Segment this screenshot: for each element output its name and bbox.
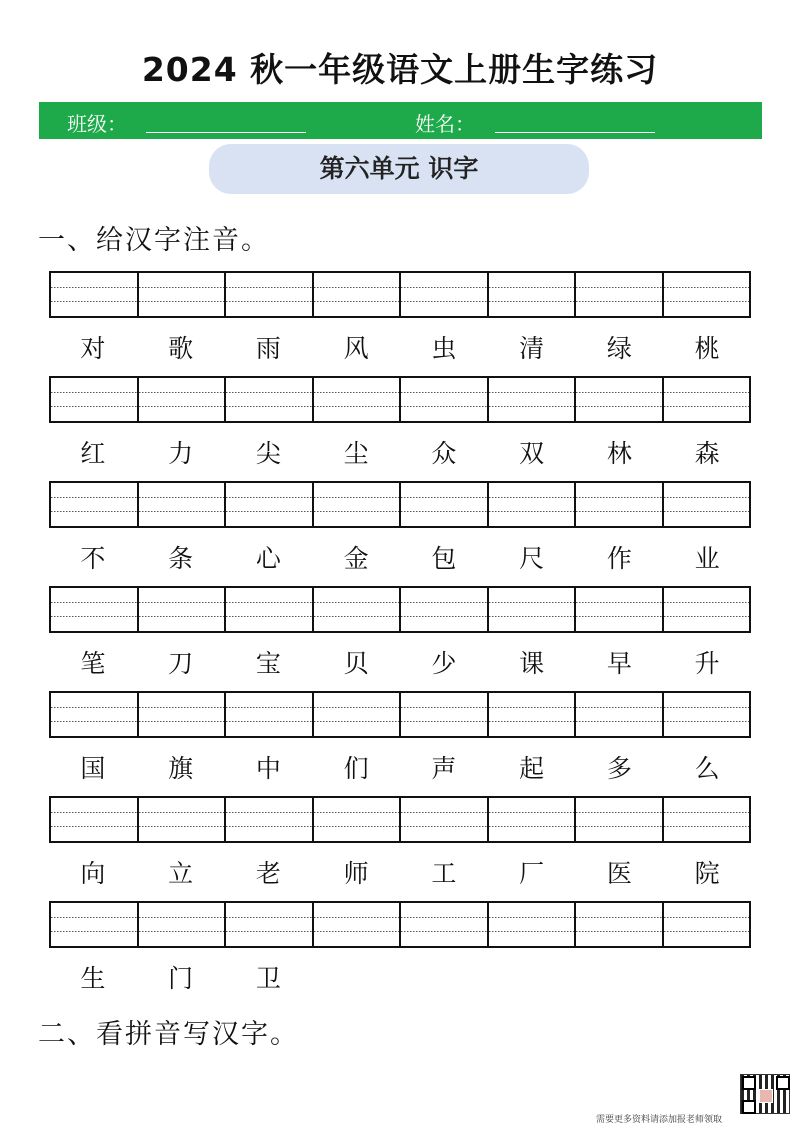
pinyin-cell[interactable] bbox=[226, 693, 314, 736]
hanzi-character: 力 bbox=[168, 439, 194, 468]
pinyin-cell[interactable] bbox=[314, 483, 402, 526]
pinyin-cell[interactable] bbox=[226, 588, 314, 631]
hanzi-character: 金 bbox=[343, 544, 369, 573]
pinyin-cell[interactable] bbox=[576, 273, 664, 316]
pinyin-cell[interactable] bbox=[664, 273, 752, 316]
hanzi-character: 包 bbox=[431, 544, 457, 573]
pinyin-cell[interactable] bbox=[489, 588, 577, 631]
pinyin-cell[interactable] bbox=[51, 378, 139, 421]
hanzi-character: 们 bbox=[343, 754, 369, 783]
pinyin-cell[interactable] bbox=[401, 273, 489, 316]
hanzi-character: 风 bbox=[343, 334, 369, 363]
pinyin-cell[interactable] bbox=[314, 273, 402, 316]
pinyin-cell[interactable] bbox=[51, 588, 139, 631]
character-row bbox=[49, 541, 751, 577]
pinyin-cell[interactable] bbox=[139, 483, 227, 526]
pinyin-grid bbox=[49, 271, 751, 318]
pinyin-cell[interactable] bbox=[664, 483, 752, 526]
hanzi-character: 升 bbox=[694, 649, 720, 678]
hanzi-character: 多 bbox=[606, 754, 632, 783]
character-row bbox=[49, 856, 751, 892]
hanzi-character: 师 bbox=[343, 859, 369, 888]
pinyin-grid bbox=[49, 586, 751, 633]
hanzi-character: 作 bbox=[606, 544, 632, 573]
hanzi-character: 条 bbox=[168, 544, 194, 573]
pinyin-cell[interactable] bbox=[226, 483, 314, 526]
hanzi-character: 国 bbox=[80, 754, 106, 783]
pinyin-cell[interactable] bbox=[489, 378, 577, 421]
info-banner bbox=[39, 102, 762, 139]
hanzi-character: 清 bbox=[519, 334, 545, 363]
page-title: 2024 秋一年级语文上册生字练习 bbox=[141, 50, 659, 89]
character-row bbox=[49, 646, 751, 682]
hanzi-character: 门 bbox=[168, 964, 194, 993]
pinyin-cell[interactable] bbox=[401, 588, 489, 631]
hanzi-character: 么 bbox=[694, 754, 720, 783]
pinyin-cell[interactable] bbox=[139, 693, 227, 736]
hanzi-character: 雨 bbox=[255, 334, 281, 363]
pinyin-cell[interactable] bbox=[139, 903, 227, 946]
hanzi-character: 院 bbox=[694, 859, 720, 888]
character-row bbox=[49, 436, 751, 472]
pinyin-cell[interactable] bbox=[489, 273, 577, 316]
hanzi-character: 尺 bbox=[519, 544, 545, 573]
pinyin-cell[interactable] bbox=[489, 483, 577, 526]
hanzi-character: 不 bbox=[80, 544, 106, 573]
character-row bbox=[49, 331, 751, 367]
pinyin-cell[interactable] bbox=[51, 273, 139, 316]
hanzi-character: 向 bbox=[80, 859, 106, 888]
hanzi-character: 医 bbox=[606, 859, 632, 888]
pinyin-cell[interactable] bbox=[314, 588, 402, 631]
name-label: 姓名： bbox=[415, 112, 475, 136]
pinyin-cell[interactable] bbox=[576, 798, 664, 841]
pinyin-grid bbox=[49, 481, 751, 528]
hanzi-character: 生 bbox=[80, 964, 106, 993]
pinyin-cell[interactable] bbox=[489, 693, 577, 736]
pinyin-grid bbox=[49, 796, 751, 843]
hanzi-character: 笔 bbox=[80, 649, 106, 678]
hanzi-character: 卫 bbox=[255, 964, 281, 993]
character-row bbox=[49, 751, 751, 787]
section-2-heading: 二、看拼音写汉字。 bbox=[38, 1019, 299, 1050]
hanzi-character: 工 bbox=[431, 859, 457, 888]
pinyin-cell[interactable] bbox=[576, 693, 664, 736]
unit-title: 第六单元 识字 bbox=[209, 144, 589, 194]
hanzi-character: 桃 bbox=[694, 334, 720, 363]
hanzi-character: 中 bbox=[255, 754, 281, 783]
pinyin-cell[interactable] bbox=[664, 693, 752, 736]
pinyin-cell[interactable] bbox=[226, 378, 314, 421]
hanzi-character: 双 bbox=[519, 439, 545, 468]
pinyin-grid bbox=[49, 376, 751, 423]
pinyin-cell[interactable] bbox=[139, 378, 227, 421]
hanzi-character: 尖 bbox=[255, 439, 281, 468]
hanzi-character: 贝 bbox=[343, 649, 369, 678]
qr-code-icon bbox=[740, 1074, 790, 1114]
pinyin-cell[interactable] bbox=[226, 798, 314, 841]
hanzi-character: 红 bbox=[80, 439, 106, 468]
pinyin-cell[interactable] bbox=[576, 378, 664, 421]
pinyin-cell[interactable] bbox=[51, 903, 139, 946]
name-blank[interactable] bbox=[495, 132, 655, 133]
pinyin-cell[interactable] bbox=[401, 798, 489, 841]
hanzi-character: 起 bbox=[519, 754, 545, 783]
hanzi-character: 尘 bbox=[343, 439, 369, 468]
pinyin-grid bbox=[49, 901, 751, 948]
hanzi-character: 声 bbox=[431, 754, 457, 783]
pinyin-cell[interactable] bbox=[314, 378, 402, 421]
pinyin-cell[interactable] bbox=[226, 903, 314, 946]
hanzi-character: 厂 bbox=[519, 859, 545, 888]
pinyin-cell[interactable] bbox=[576, 588, 664, 631]
pinyin-cell[interactable] bbox=[664, 588, 752, 631]
hanzi-character: 业 bbox=[694, 544, 720, 573]
hanzi-character: 心 bbox=[255, 544, 281, 573]
pinyin-cell[interactable] bbox=[51, 693, 139, 736]
hanzi-character: 刀 bbox=[168, 649, 194, 678]
pinyin-cell[interactable] bbox=[314, 693, 402, 736]
pinyin-cell[interactable] bbox=[314, 903, 402, 946]
section-1-heading: 一、给汉字注音。 bbox=[38, 225, 270, 256]
pinyin-cell[interactable] bbox=[139, 273, 227, 316]
hanzi-character: 森 bbox=[694, 439, 720, 468]
pinyin-grid bbox=[49, 691, 751, 738]
hanzi-character: 歌 bbox=[168, 334, 194, 363]
hanzi-character: 对 bbox=[80, 334, 106, 363]
hanzi-character: 宝 bbox=[255, 649, 281, 678]
pinyin-cell[interactable] bbox=[401, 903, 489, 946]
pinyin-cell[interactable] bbox=[401, 693, 489, 736]
hanzi-character: 早 bbox=[606, 649, 632, 678]
hanzi-character: 旗 bbox=[168, 754, 194, 783]
pinyin-cell[interactable] bbox=[401, 378, 489, 421]
pinyin-cell[interactable] bbox=[51, 798, 139, 841]
pinyin-cell[interactable] bbox=[139, 798, 227, 841]
class-label: 班级： bbox=[67, 112, 127, 136]
pinyin-cell[interactable] bbox=[664, 378, 752, 421]
pinyin-cell[interactable] bbox=[489, 798, 577, 841]
pinyin-cell[interactable] bbox=[664, 903, 752, 946]
pinyin-cell[interactable] bbox=[401, 483, 489, 526]
hanzi-character: 课 bbox=[519, 649, 545, 678]
pinyin-cell[interactable] bbox=[489, 903, 577, 946]
pinyin-cell[interactable] bbox=[576, 903, 664, 946]
pinyin-cell[interactable] bbox=[226, 273, 314, 316]
pinyin-cell[interactable] bbox=[664, 798, 752, 841]
pinyin-cell[interactable] bbox=[139, 588, 227, 631]
hanzi-character: 老 bbox=[255, 859, 281, 888]
hanzi-character: 虫 bbox=[431, 334, 457, 363]
hanzi-character: 林 bbox=[606, 439, 632, 468]
hanzi-character: 少 bbox=[431, 649, 457, 678]
hanzi-character: 绿 bbox=[606, 334, 632, 363]
hanzi-character: 众 bbox=[431, 439, 457, 468]
hanzi-character: 立 bbox=[168, 859, 194, 888]
pinyin-cell[interactable] bbox=[51, 483, 139, 526]
pinyin-cell[interactable] bbox=[314, 798, 402, 841]
character-row bbox=[49, 961, 751, 997]
footer-note: 需要更多资料请添加报老师领取 bbox=[596, 1115, 723, 1125]
class-blank[interactable] bbox=[146, 132, 306, 133]
pinyin-cell[interactable] bbox=[576, 483, 664, 526]
